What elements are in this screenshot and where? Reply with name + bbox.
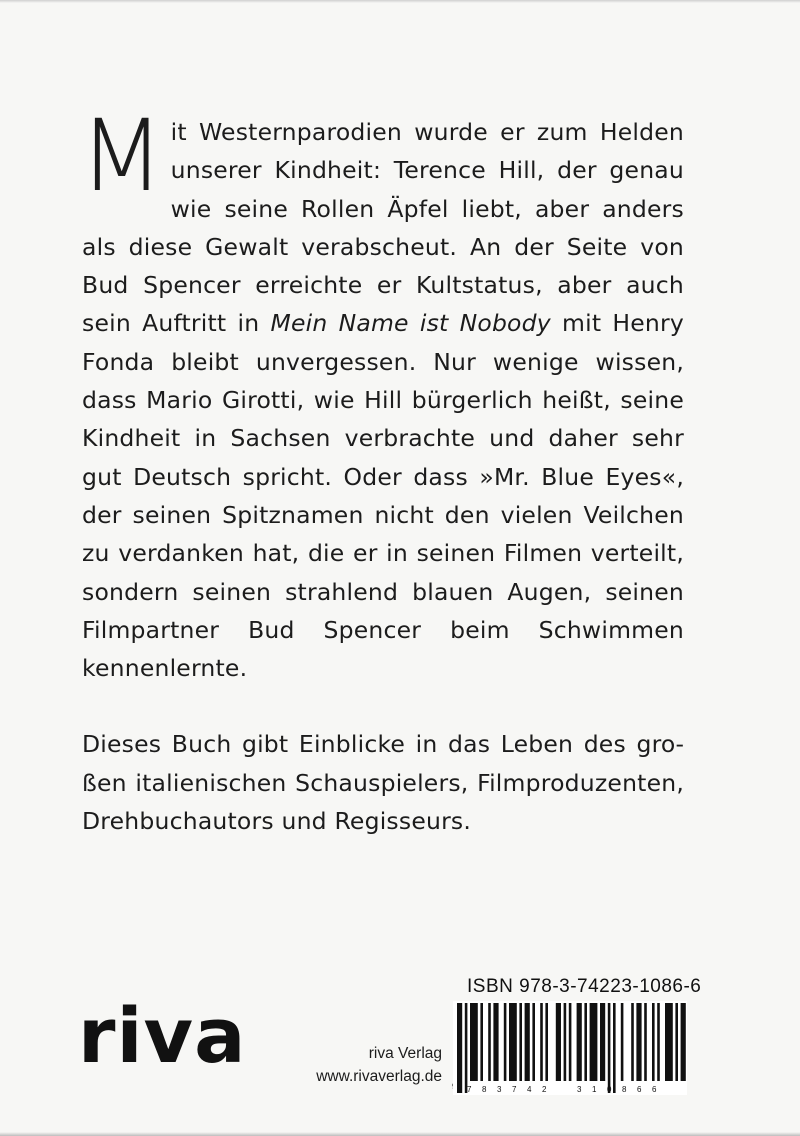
barcode-bar (470, 1003, 478, 1081)
barcode-bar (525, 1003, 530, 1081)
barcode-bar (613, 1003, 616, 1093)
barcode-bar (465, 1003, 468, 1093)
isbn-barcode (453, 1001, 687, 1095)
barcode-bar (519, 1003, 522, 1081)
isbn-label: ISBN 978-3-74223-1086-6 (467, 976, 702, 997)
barcode-digit: 3 (497, 1085, 502, 1094)
barcode-bar (584, 1003, 587, 1081)
barcode-digit: 8 (482, 1085, 487, 1094)
barcode-bar (631, 1003, 634, 1081)
barcode-bar (657, 1003, 660, 1081)
blurb-paragraph-1 (79, 99, 684, 687)
barcode-bar (540, 1003, 543, 1081)
publisher-info (290, 1042, 442, 1088)
barcode-bar (644, 1003, 647, 1081)
barcode-digit: 4 (527, 1085, 532, 1094)
barcode-digit: 6 (637, 1085, 642, 1094)
barcode-bar (488, 1003, 491, 1081)
blurb-text-start: it Westernparodien wurde er zum Helden unserer Kindheit: Terence Hill, der genau wie seine Rollen Äpfel liebt, aber anders als diese Gewalt verabscheut. An der Seite von Bud Spencer erreichte er Kultstatus, aber auch sein Auftritt in (82, 118, 684, 338)
barcode-bar (493, 1003, 498, 1081)
barcode-bar (480, 1003, 483, 1081)
barcode-digit: 0 (607, 1085, 612, 1094)
barcode-digit: 1 (592, 1085, 597, 1094)
barcode-bar (600, 1003, 605, 1081)
barcode-digit: 7 (512, 1085, 517, 1094)
barcode-bar (577, 1003, 582, 1081)
barcode-digit: 3 (577, 1085, 582, 1094)
drop-cap: M (79, 99, 165, 214)
barcode-bar (636, 1003, 641, 1081)
barcode-bar (675, 1003, 678, 1081)
barcode-digit: 2 (542, 1085, 547, 1094)
barcode-bar (569, 1003, 572, 1081)
page-bottom-edge (0, 1132, 800, 1136)
barcode-bar (509, 1003, 517, 1081)
page-top-edge (0, 0, 800, 3)
barcode-bar (504, 1003, 507, 1081)
barcode-bar (556, 1003, 561, 1081)
publisher-name: riva Verlag (368, 1045, 442, 1062)
barcode-bar (621, 1003, 624, 1081)
barcode-bar (457, 1003, 462, 1093)
barcode-graphic (453, 1001, 687, 1095)
barcode-digit: 6 (652, 1085, 657, 1094)
barcode-bar (665, 1003, 673, 1081)
back-cover-blurb (79, 99, 684, 840)
barcode-bar (532, 1003, 535, 1081)
publisher-url: www.rivaverlag.de (316, 1068, 442, 1085)
barcode-bar (545, 1003, 548, 1081)
barcode-bar (590, 1003, 598, 1081)
barcode-bar (652, 1003, 655, 1081)
barcode-bar (564, 1003, 567, 1081)
riva-logo: riva (78, 991, 247, 1080)
barcode-bar (608, 1003, 611, 1093)
film-title: Mein Name ist Nobody (270, 309, 551, 338)
barcode-bar (681, 1003, 686, 1081)
barcode-digit: 7 (467, 1085, 472, 1094)
blurb-paragraph-2: Dieses Buch gibt Einblicke in das Leben des großen italienischen Schauspielers, Filmproduzenten, Drehbuchautors und Regisseurs. (82, 730, 684, 836)
blurb-text-end: mit Henry Fonda bleibt unvergessen. Nur wenige wissen, dass Mario Girotti, wie Hill bürgerlich heißt, seine Kindheit in Sachsen verbrachte und daher sehr gut Deutsch spricht. Oder dass »Mr. Blue Eyes«, der seinen Spitznamen nicht den vielen Veilchen zu verdanken hat, die er in seinen Filmen verteilt, sondern seinen strahlend blauen Augen, seinen Filmpartner Bud Spencer beim Schwimmen kennenlernte. (82, 309, 684, 683)
barcode-digit: 8 (622, 1085, 627, 1094)
